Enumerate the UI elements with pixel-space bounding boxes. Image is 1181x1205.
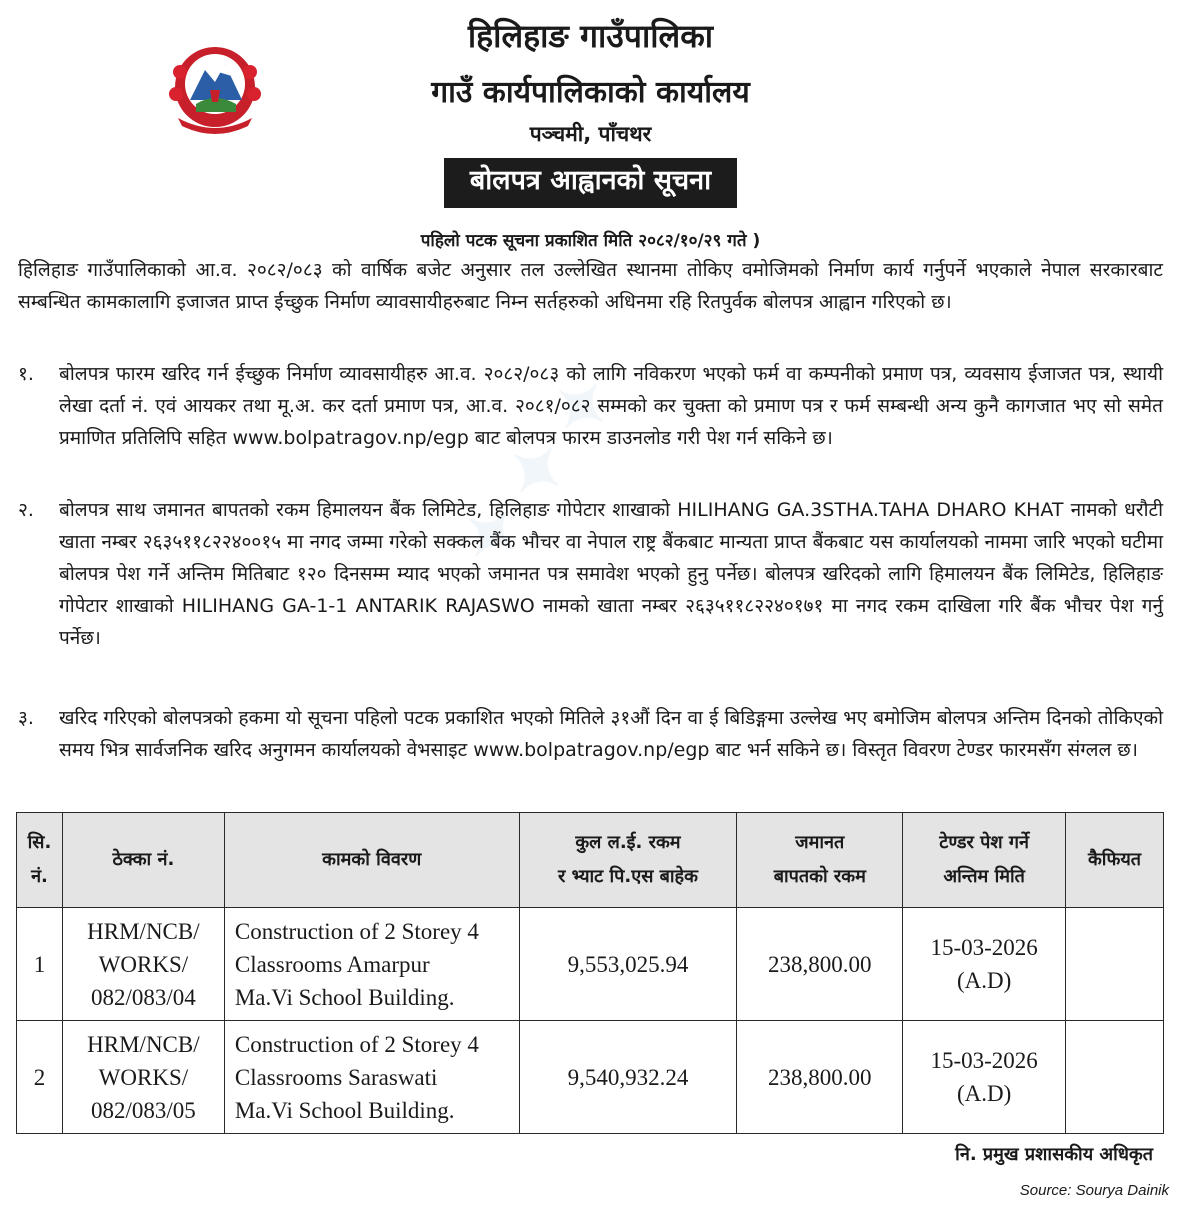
cell-remarks xyxy=(1066,908,1164,1021)
header-security xyxy=(737,813,903,908)
header-deadline-line2: अन्तिम मिति xyxy=(943,866,1025,887)
header-deadline xyxy=(903,813,1066,908)
contract-line: 082/083/05 xyxy=(91,1097,196,1123)
item-number: २. xyxy=(18,499,34,521)
table-row xyxy=(17,908,1164,1021)
item-text: बोलपत्र साथ जमानत बापतको रकम हिमालयन बैंक लिमिटेड, हिलिहाङ गोपेटार शाखाको HILIHANG GA.3STHA.TAHA DHARO KHAT नामको धरौटी खाता नम्बर २६३५११८२२४००१५ मा नगद जम्मा गरेको सक्कल बैंक भौचर वा नेपाल राष्ट्र बैंकबाट मान्यता प्राप्त बैंकबाट यस कार्यालयको नाममा जारि भएको घटीमा बोलपत्र पेश गर्ने अन्तिम मितिबाट १२० दिनसम्म म्याद भएको जमानत पत्र समावेश भएको हुनु पर्नेछ। बोलपत्र खरिदको लागि हिमालयन बैंक लिमिटेड, हिलिहाङ गोपेटार शाखाको HILIHANG GA-1-1 ANTARIK RAJASWO नामको खाता नम्बर २६३५११८२२४०१७१ मा नगद रकम दाखिला गरि बैंक भौचर पेश गर्नु पर्नेछ। xyxy=(59,499,1163,649)
description-line: Classrooms Amarpur xyxy=(234,951,430,977)
cell-security: 238,800.00 xyxy=(737,908,903,1021)
header-cost-line1: कुल ल.ई. रकम xyxy=(575,832,681,853)
header-security-line2: बापतको रकम xyxy=(773,866,866,887)
table-row xyxy=(17,1021,1164,1134)
item-number: १. xyxy=(18,363,34,385)
cell-cost: 9,553,025.94 xyxy=(519,908,737,1021)
cell-deadline xyxy=(903,1021,1066,1134)
watermark: ✦ ✦ ✦ xyxy=(443,360,631,582)
contract-line: WORKS/ xyxy=(98,951,189,977)
source-credit: Source: Sourya Dainik xyxy=(1019,1182,1169,1199)
cell-sn: 2 xyxy=(17,1021,63,1134)
description-line: Classrooms Saraswati xyxy=(234,1064,438,1090)
header-cost xyxy=(519,813,737,908)
condition-item xyxy=(18,494,1163,654)
description-line: Construction of 2 Storey 4 xyxy=(234,918,479,944)
cell-description xyxy=(224,1021,519,1134)
cell-cost: 9,540,932.24 xyxy=(519,1021,737,1134)
table-header-row xyxy=(17,813,1164,908)
header-sn xyxy=(17,813,63,908)
cell-description xyxy=(224,908,519,1021)
condition-item xyxy=(18,702,1163,766)
condition-item xyxy=(18,358,1163,454)
header-cost-line2: र भ्याट पि.एस बाहेक xyxy=(557,866,698,887)
tender-table xyxy=(16,812,1164,1134)
item-number: ३. xyxy=(18,707,34,729)
header-contract: ठेक्का नं. xyxy=(62,813,224,908)
deadline-date: 15-03-2026 xyxy=(930,1048,1038,1073)
cell-deadline xyxy=(903,908,1066,1021)
deadline-note: (A.D) xyxy=(956,1081,1012,1106)
header-sn-line1: सि. xyxy=(27,832,52,853)
contract-line: WORKS/ xyxy=(98,1064,189,1090)
publish-date: पहिलो पटक सूचना प्रकाशित मिति २०८२/१०/२९ गते ) xyxy=(420,231,761,251)
contract-line: 082/083/04 xyxy=(91,984,196,1010)
header-deadline-line1: टेण्डर पेश गर्ने xyxy=(939,832,1029,853)
header-security-line1: जमानत xyxy=(795,832,845,853)
office-address: पञ्चमी, पाँचथर xyxy=(529,122,652,146)
description-line: Ma.Vi School Building. xyxy=(234,984,455,1010)
signature-title: नि. प्रमुख प्रशासकीय अधिकृत xyxy=(955,1144,1153,1165)
header-description: कामको विवरण xyxy=(224,813,519,908)
cell-security: 238,800.00 xyxy=(737,1021,903,1134)
cell-contract xyxy=(62,1021,224,1134)
item-text: बोलपत्र फारम खरिद गर्न ईच्छुक निर्माण व्यावसायीहरु आ.व. २०८२/०८३ को लागि नविकरण भएको फर्म वा कम्पनीको प्रमाण पत्र, व्यवसाय ईजाजत पत्र, स्थायी लेखा दर्ता नं. एवं आयकर तथा मू.अ. कर दर्ता प्रमाण पत्र, आ.व. २०८१/०८२ सम्मको कर चुक्ता को प्रमाण पत्र र फर्म सम्बन्धी अन्य कुनै कागजात भए सो समेत प्रमाणित प्रतिलिपि सहित www.bolpatragov.np/egp बाट बोलपत्र फारम डाउनलोड गरी पेश गर्न सकिने छ। xyxy=(59,363,1163,449)
deadline-date: 15-03-2026 xyxy=(930,935,1038,960)
notice-title: बोलपत्र आह्वानको सूचना xyxy=(444,158,737,208)
description-line: Construction of 2 Storey 4 xyxy=(234,1031,479,1057)
contract-line: HRM/NCB/ xyxy=(87,1031,200,1057)
item-text: खरिद गरिएको बोलपत्रको हकमा यो सूचना पहिलो पटक प्रकाशित भएको मितिले ३१औं दिन वा ई बिडिङ्गमा उल्लेख भए बमोजिम बोलपत्र अन्तिम दिनको तोकिएको समय भित्र सार्वजनिक खरिद अनुगमन कार्यालयको वेभसाइट www.bolpatragov.np/egp बाट भर्न सकिने छ। विस्तृत विवरण टेण्डर फारमसँग संग्लल छ। xyxy=(59,707,1163,761)
header-sn-line2: नं. xyxy=(31,866,48,887)
office-subtitle: गाउँ कार्यपालिकाको कार्यालय xyxy=(431,75,750,110)
cell-contract xyxy=(62,908,224,1021)
office-name: हिलिहाङ गाउँपालिका xyxy=(467,17,714,55)
cell-remarks xyxy=(1066,1021,1164,1134)
deadline-note: (A.D) xyxy=(956,968,1012,993)
cell-sn: 1 xyxy=(17,908,63,1021)
notice-banner xyxy=(0,158,1181,208)
contract-line: HRM/NCB/ xyxy=(87,918,200,944)
description-line: Ma.Vi School Building. xyxy=(234,1097,455,1123)
intro-paragraph: हिलिहाङ गाउँपालिकाको आ.व. २०८२/०८३ को वार्षिक बजेट अनुसार तल उल्लेखित स्थानमा तोकिए वमोजिमको निर्माण कार्य गर्नुपर्ने भएकाले नेपाल सरकारबाट सम्बन्धित कामकालागि इजाजत प्राप्त ईच्छुक निर्माण व्यावसायीहरुबाट निम्न सर्तहरुको अधिनमा रहि रितपुर्वक बोलपत्र आह्वान गरिएको छ। xyxy=(18,259,1163,313)
header-remarks: कैफियत xyxy=(1066,813,1164,908)
